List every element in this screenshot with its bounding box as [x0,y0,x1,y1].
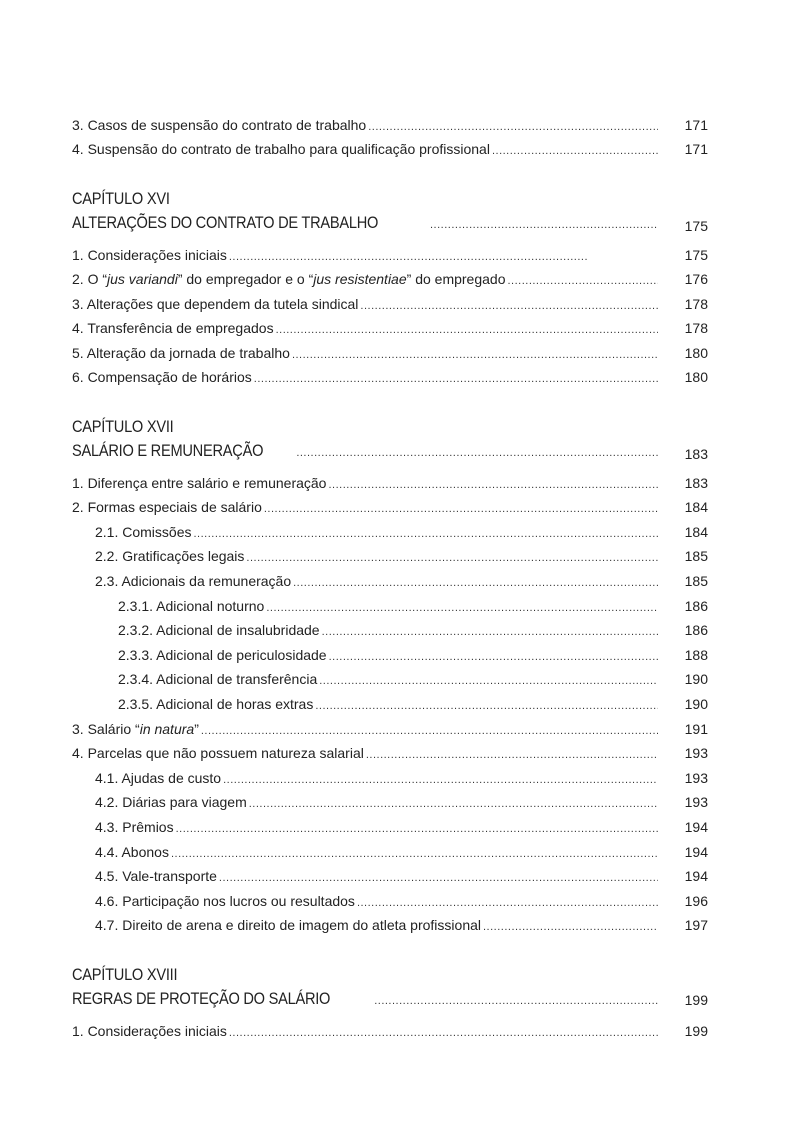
dot-leader [223,770,658,788]
toc-page-number: 199 [684,992,708,1008]
toc-page-number: 175 [684,247,708,263]
toc-entry-text: 2.1. Comissões [95,524,192,540]
dot-leader [492,141,658,159]
toc-page-number: 184 [684,499,708,515]
dot-leader [266,598,658,616]
toc-page-number: 183 [684,446,708,462]
toc-page-number: 194 [684,844,708,860]
toc-page-number: 176 [684,271,708,287]
dot-leader [296,442,658,462]
chapter-label: CAPÍTULO XVI [72,189,170,208]
toc-entry-text: 4. Transferência de empregados [72,320,274,336]
toc-page-number: 193 [684,770,708,786]
toc-entry-text: 2.3.2. Adicional de insalubridade [118,622,320,638]
toc-entry[interactable] [72,367,708,387]
toc-entry-text: 2.3.1. Adicional noturno [118,598,265,614]
toc-entry-text: 4. Parcelas que não possuem natureza salarial [72,745,364,761]
toc-entry[interactable] [72,743,708,763]
dot-leader [319,671,658,689]
chapter-label: CAPÍTULO XVIII [72,965,178,984]
toc-page-number: 194 [684,819,708,835]
dot-leader [229,247,588,265]
dot-leader [483,917,658,935]
dot-leader [193,524,658,542]
toc-entry[interactable] [72,473,708,493]
toc-page-number: 178 [684,320,708,336]
toc-entry-text: 4.6. Participação nos lucros ou resultados [95,893,355,909]
toc-entry-text: 1. Diferença entre salário e remuneração [72,475,327,491]
toc-entry[interactable] [72,245,708,265]
dot-leader [264,499,658,517]
chapter-title: SALÁRIO E REMUNERAÇÃO [72,441,264,460]
toc-entry[interactable] [72,522,708,542]
dot-leader [368,117,658,135]
dot-leader [507,271,658,289]
toc-page-number: 185 [684,548,708,564]
toc-entry[interactable] [72,497,708,517]
dot-leader [328,475,658,493]
toc-entry[interactable] [72,719,708,739]
toc-entry-text: 4. Suspensão do contrato de trabalho para qualificação profissional [72,141,490,157]
chapter-title-entry[interactable] [72,988,708,1010]
toc-page-number: 180 [684,345,708,361]
toc-entry[interactable] [72,694,708,714]
dot-leader [315,696,658,714]
toc-page-number: 186 [684,622,708,638]
dot-leader [176,819,658,837]
toc-entry[interactable] [72,645,708,665]
dot-leader [249,794,658,812]
dot-leader [219,868,658,886]
toc-page-number: 190 [684,696,708,712]
toc-page-number: 175 [684,218,708,234]
dot-leader [374,990,658,1010]
chapter-title-entry[interactable] [72,212,708,234]
toc-entry[interactable] [72,343,708,363]
toc-entry-text: 2.3. Adicionais da remuneração [95,573,292,589]
dot-leader [292,345,658,363]
toc-entry-text: 4.3. Prêmios [95,819,174,835]
toc-page-number: 191 [684,721,708,737]
toc-entry-text: 4.7. Direito de arena e direito de imagem do atleta profissional [95,917,481,933]
chapter-title: REGRAS DE PROTEÇÃO DO SALÁRIO [72,989,331,1008]
toc-entry[interactable] [72,318,708,338]
dot-leader [246,548,658,566]
toc-entry-text: 1. Considerações iniciais [72,1023,227,1039]
toc-entry-text: 2.3.5. Adicional de horas extras [118,696,314,712]
toc-page-number: 197 [684,917,708,933]
toc-page-number: 180 [684,369,708,385]
toc-entry[interactable] [72,891,708,911]
toc-page-number: 193 [684,745,708,761]
toc-entry[interactable] [72,817,708,837]
toc-entry[interactable] [72,294,708,314]
dot-leader [201,721,658,739]
dot-leader [229,1023,658,1041]
toc-entry-text: 3. Casos de suspensão do contrato de trabalho [72,117,367,133]
toc-entry[interactable] [72,571,708,591]
toc-page-number: 185 [684,573,708,589]
toc-page-number: 199 [684,1023,708,1039]
toc-page-number: 190 [684,671,708,687]
chapter-title-entry[interactable] [72,440,708,462]
dot-leader [322,622,658,640]
toc-entry[interactable] [72,842,708,862]
toc-entry-text: 2. Formas especiais de salário [72,499,262,515]
toc-page-number: 171 [684,117,708,133]
toc-entry-text: 4.1. Ajudas de custo [95,770,222,786]
toc-entry-text: 5. Alteração da jornada de trabalho [72,345,290,361]
dot-leader [293,573,658,591]
toc-entry-text: 2.3.4. Adicional de transferência [118,671,318,687]
toc-entry[interactable] [72,139,708,159]
toc-entry-text: 2. O “jus variandi” do empregador e o “jus resistentiae” do empregado [72,271,506,287]
toc-entry-text: 3. Salário “in natura” [72,721,199,737]
toc-page-number: 178 [684,296,708,312]
toc-entry[interactable] [72,669,708,689]
chapter-label: CAPÍTULO XVII [72,417,174,436]
toc-entry[interactable] [72,115,708,135]
toc-entry-text: 2.2. Gratificações legais [95,548,245,564]
dot-leader [357,893,658,911]
toc-entry[interactable] [72,915,708,935]
toc-page-number: 186 [684,598,708,614]
toc-entry[interactable] [72,866,708,886]
dot-leader [360,296,658,314]
dot-leader [171,844,658,862]
toc-entry-text: 4.2. Diárias para viagem [95,794,247,810]
toc-page-number: 183 [684,475,708,491]
toc-entry[interactable] [72,768,708,788]
toc-entry-text: 1. Considerações iniciais [72,247,227,263]
toc-page-number: 193 [684,794,708,810]
toc-entry-text: 6. Compensação de horários [72,369,252,385]
toc-entry[interactable] [72,620,708,640]
toc-entry-text: 4.5. Vale-transporte [95,868,217,884]
toc-entry[interactable] [72,596,708,616]
dot-leader [366,745,658,763]
dot-leader [276,320,658,338]
toc-entry[interactable] [72,269,708,289]
toc-entry[interactable] [72,1021,708,1041]
toc-page-number: 188 [684,647,708,663]
dot-leader [329,647,658,665]
toc-entry-text: 4.4. Abonos [95,844,169,860]
dot-leader [430,214,658,234]
toc-entry-text: 2.3.3. Adicional de periculosidade [118,647,327,663]
toc-page-number: 194 [684,868,708,884]
toc-entry[interactable] [72,546,708,566]
toc-page-number: 184 [684,524,708,540]
toc-page-number: 171 [684,141,708,157]
dot-leader [254,369,658,387]
toc-entry[interactable] [72,792,708,812]
toc-entry-text: 3. Alterações que dependem da tutela sindical [72,296,359,312]
toc-page-number: 196 [684,893,708,909]
chapter-title: ALTERAÇÕES DO CONTRATO DE TRABALHO [72,213,379,232]
